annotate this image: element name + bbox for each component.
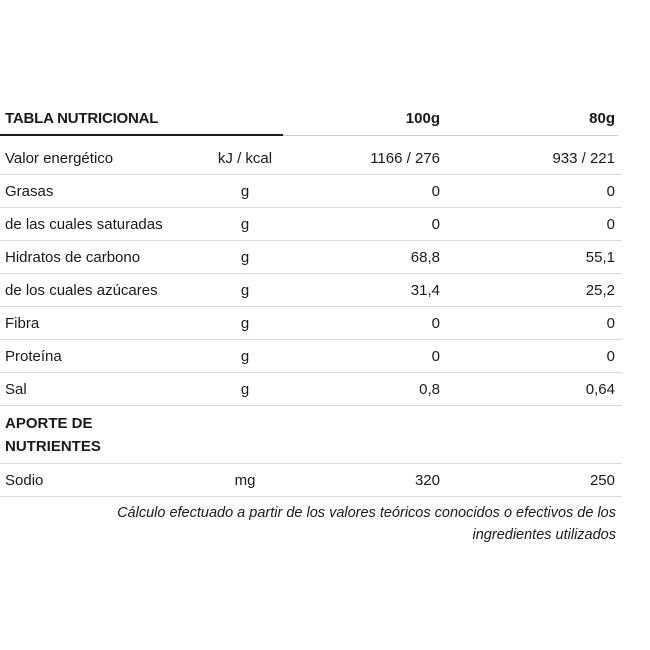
table-row-azucares (0, 274, 622, 307)
table-row-grasas (0, 175, 622, 208)
value-per-80g: 0,64 (585, 380, 615, 398)
nutrient-name: Sodio (5, 471, 44, 489)
value-per-100g: 0 (431, 347, 440, 365)
value-per-100g: 0 (431, 215, 440, 233)
value-per-80g: 25,2 (585, 281, 615, 299)
table-row-sal (0, 373, 622, 406)
value-per-80g: 250 (589, 471, 615, 489)
table-row-sodio (0, 464, 622, 497)
section-title: APORTE DE NUTRIENTES (5, 415, 101, 455)
value-per-100g: 31,4 (410, 281, 440, 299)
nutrient-name: Fibra (5, 314, 40, 332)
nutrient-unit: g (240, 347, 250, 365)
nutrient-unit: g (240, 314, 250, 332)
value-per-80g: 0 (606, 215, 615, 233)
value-per-80g: 933 / 221 (552, 149, 615, 167)
nutrient-name: Hidratos de carbono (5, 248, 141, 266)
nutrient-name: Grasas (5, 182, 54, 200)
value-per-100g: 0 (431, 314, 440, 332)
nutrient-name: Valor energético (5, 149, 114, 167)
nutrient-unit: mg (234, 471, 256, 489)
section-header-aporte-nutrientes (0, 406, 622, 464)
header-divider-light (283, 135, 618, 136)
table-row-proteina (0, 340, 622, 373)
nutrient-unit: g (240, 215, 250, 233)
nutrient-name: de los cuales azúcares (5, 281, 158, 299)
table-row-hidratos (0, 241, 622, 274)
value-per-100g: 68,8 (410, 248, 440, 266)
nutrition-table (0, 100, 622, 497)
table-row-fibra (0, 307, 622, 340)
footnote: Cálculo efectuado a partir de los valores teóricos conocidos o efectivos de los ingredientes utilizados (117, 505, 616, 543)
table-header (0, 100, 622, 136)
value-per-80g: 0 (606, 314, 615, 332)
table-row-saturadas (0, 208, 622, 241)
nutrient-unit: g (240, 281, 250, 299)
value-per-100g: 1166 / 276 (370, 149, 440, 167)
table-title: TABLA NUTRICIONAL (5, 109, 159, 127)
nutrient-name: de las cuales saturadas (5, 215, 163, 233)
nutrient-unit: g (240, 248, 250, 266)
nutrient-name: Proteína (5, 347, 62, 365)
column-header-80g: 80g (589, 109, 615, 127)
nutrient-unit: g (240, 380, 250, 398)
value-per-100g: 0 (431, 182, 440, 200)
value-per-100g: 320 (414, 471, 440, 489)
nutrient-unit: g (240, 182, 250, 200)
nutrient-unit: kJ / kcal (217, 149, 273, 167)
nutrient-name: Sal (5, 380, 27, 398)
column-header-100g: 100g (405, 109, 440, 127)
value-per-80g: 0 (606, 347, 615, 365)
table-row-valor-energetico (0, 142, 622, 175)
header-divider-bold (0, 134, 283, 136)
value-per-80g: 55,1 (585, 248, 615, 266)
value-per-80g: 0 (606, 182, 615, 200)
value-per-100g: 0,8 (419, 380, 440, 398)
